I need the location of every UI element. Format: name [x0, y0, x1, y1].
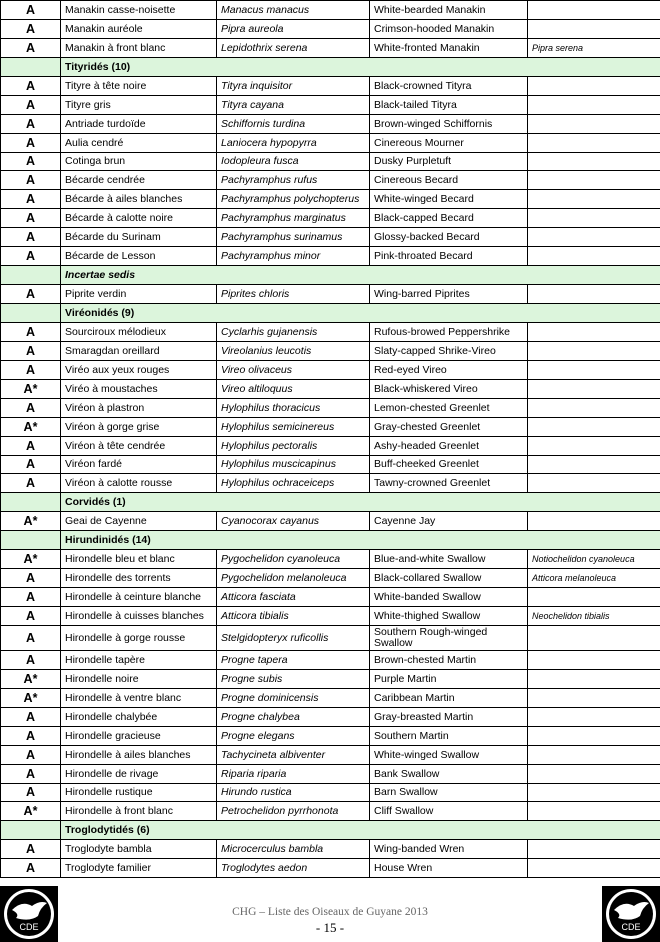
status-code: A — [1, 133, 61, 152]
english-name: White-bearded Manakin — [370, 1, 528, 20]
taxonomic-note — [528, 764, 660, 783]
french-name: Manakin auréole — [61, 19, 217, 38]
species-row — [1, 1, 660, 20]
family-name — [61, 57, 660, 76]
status-code: A — [1, 764, 61, 783]
french-name: Hirondelle de rivage — [61, 764, 217, 783]
french-name: Viréo à moustaches — [61, 379, 217, 398]
french-name: Hirondelle à gorge rousse — [61, 625, 217, 650]
scientific-name: Hirundo rustica — [217, 783, 370, 802]
english-name: White-winged Swallow — [370, 745, 528, 764]
species-row — [1, 209, 660, 228]
taxonomic-note — [528, 322, 660, 341]
species-row — [1, 379, 660, 398]
scientific-name: Hylophilus muscicapinus — [217, 455, 370, 474]
scientific-name: Laniocera hypopyrra — [217, 133, 370, 152]
status-code: A — [1, 19, 61, 38]
french-name: Bécarde à ailes blanches — [61, 190, 217, 209]
species-row — [1, 95, 660, 114]
taxonomic-note — [528, 783, 660, 802]
english-name: Glossy-backed Becard — [370, 228, 528, 247]
french-name: Hirondelle bleu et blanc — [61, 550, 217, 569]
english-name: Blue-and-white Swallow — [370, 550, 528, 569]
scientific-name: Pachyramphus marginatus — [217, 209, 370, 228]
scientific-name: Cyclarhis gujanensis — [217, 322, 370, 341]
scientific-name: Lepidothrix serena — [217, 38, 370, 57]
scientific-name: Vireolanius leucotis — [217, 341, 370, 360]
status-code: A* — [1, 379, 61, 398]
species-row — [1, 417, 660, 436]
english-name: Tawny-crowned Greenlet — [370, 474, 528, 493]
status-code: A* — [1, 688, 61, 707]
status-code: A — [1, 190, 61, 209]
status-code: A — [1, 38, 61, 57]
species-row — [1, 38, 660, 57]
taxonomic-note — [528, 228, 660, 247]
species-row — [1, 783, 660, 802]
scientific-name: Pipra aureola — [217, 19, 370, 38]
english-name: Ashy-headed Greenlet — [370, 436, 528, 455]
species-row — [1, 474, 660, 493]
french-name: Hirondelle à ceinture blanche — [61, 588, 217, 607]
status-code: A — [1, 1, 61, 20]
scientific-name: Hylophilus pectoralis — [217, 436, 370, 455]
family-label: Hirundinidés (14) — [65, 534, 151, 547]
status-code: A — [1, 726, 61, 745]
french-name: Tityre à tête noire — [61, 76, 217, 95]
french-name: Piprite verdin — [61, 285, 217, 304]
french-name: Hirondelle noire — [61, 669, 217, 688]
family-status-cell — [1, 493, 61, 512]
english-name: White-fronted Manakin — [370, 38, 528, 57]
english-name: Cinereous Becard — [370, 171, 528, 190]
species-row — [1, 726, 660, 745]
taxonomic-note — [528, 455, 660, 474]
english-name: Caribbean Martin — [370, 688, 528, 707]
status-code: A — [1, 840, 61, 859]
scientific-name: Petrochelidon pyrrhonota — [217, 802, 370, 821]
scientific-name: Schiffornis turdina — [217, 114, 370, 133]
english-name: Black-tailed Tityra — [370, 95, 528, 114]
french-name: Troglodyte bambla — [61, 840, 217, 859]
status-code: A* — [1, 802, 61, 821]
status-code: A — [1, 745, 61, 764]
scientific-name: Cyanocorax cayanus — [217, 512, 370, 531]
status-code: A — [1, 650, 61, 669]
family-status-cell — [1, 266, 61, 285]
family-header-row — [1, 57, 660, 76]
taxonomic-note: Pipra serena — [528, 38, 660, 57]
taxonomic-note — [528, 688, 660, 707]
english-name: Wing-banded Wren — [370, 840, 528, 859]
taxonomic-note — [528, 209, 660, 228]
english-name: Crimson-hooded Manakin — [370, 19, 528, 38]
species-row — [1, 171, 660, 190]
taxonomic-note — [528, 379, 660, 398]
french-name: Hirondelle rustique — [61, 783, 217, 802]
species-row — [1, 228, 660, 247]
scientific-name: Hylophilus thoracicus — [217, 398, 370, 417]
scientific-name: Riparia riparia — [217, 764, 370, 783]
family-name — [61, 531, 660, 550]
scientific-name: Progne dominicensis — [217, 688, 370, 707]
french-name: Viréon à tête cendrée — [61, 436, 217, 455]
species-row — [1, 764, 660, 783]
english-name: Bank Swallow — [370, 764, 528, 783]
french-name: Manakin à front blanc — [61, 38, 217, 57]
family-label: Corvidés (1) — [65, 496, 126, 509]
family-status-cell — [1, 531, 61, 550]
french-name: Hirondelle à front blanc — [61, 802, 217, 821]
family-label: Tityridés (10) — [65, 60, 131, 73]
scientific-name: Pygochelidon melanoleuca — [217, 569, 370, 588]
taxonomic-note — [528, 745, 660, 764]
family-name — [61, 493, 660, 512]
french-name: Bécarde de Lesson — [61, 247, 217, 266]
english-name: Dusky Purpletuft — [370, 152, 528, 171]
french-name: Hirondelle gracieuse — [61, 726, 217, 745]
status-code: A — [1, 569, 61, 588]
english-name: Rufous-browed Peppershrike — [370, 322, 528, 341]
taxonomic-note — [528, 512, 660, 531]
taxonomic-note — [528, 588, 660, 607]
status-code: A — [1, 474, 61, 493]
scientific-name: Tachycineta albiventer — [217, 745, 370, 764]
status-code: A — [1, 783, 61, 802]
species-row — [1, 588, 660, 607]
species-row — [1, 745, 660, 764]
french-name: Viréon à calotte rousse — [61, 474, 217, 493]
french-name: Tityre gris — [61, 95, 217, 114]
status-code: A — [1, 398, 61, 417]
family-header-row — [1, 531, 660, 550]
taxonomic-note — [528, 114, 660, 133]
french-name: Viréon à plastron — [61, 398, 217, 417]
taxonomic-note — [528, 190, 660, 209]
species-row — [1, 341, 660, 360]
french-name: Hirondelle tapère — [61, 650, 217, 669]
french-name: Bécarde cendrée — [61, 171, 217, 190]
french-name: Sourciroux mélodieux — [61, 322, 217, 341]
french-name: Troglodyte familier — [61, 859, 217, 878]
status-code: A — [1, 247, 61, 266]
scientific-name: Pygochelidon cyanoleuca — [217, 550, 370, 569]
footer-title: CHG – Liste des Oiseaux de Guyane 2013 — [232, 906, 428, 918]
taxonomic-note — [528, 398, 660, 417]
scientific-name: Progne chalybea — [217, 707, 370, 726]
scientific-name: Atticora tibialis — [217, 607, 370, 626]
species-row — [1, 133, 660, 152]
family-label: Troglodytidés (6) — [65, 824, 150, 837]
species-row — [1, 285, 660, 304]
scientific-name: Progne elegans — [217, 726, 370, 745]
english-name: Buff-cheeked Greenlet — [370, 455, 528, 474]
status-code: A* — [1, 417, 61, 436]
french-name: Viréo aux yeux rouges — [61, 360, 217, 379]
scientific-name: Pachyramphus rufus — [217, 171, 370, 190]
scientific-name: Progne tapera — [217, 650, 370, 669]
french-name: Geai de Cayenne — [61, 512, 217, 531]
scientific-name: Troglodytes aedon — [217, 859, 370, 878]
english-name: Brown-winged Schiffornis — [370, 114, 528, 133]
species-row — [1, 322, 660, 341]
species-row — [1, 707, 660, 726]
taxonomic-note — [528, 341, 660, 360]
english-name: Gray-breasted Martin — [370, 707, 528, 726]
english-name: Southern Rough-winged Swallow — [370, 625, 528, 650]
french-name: Hirondelle chalybée — [61, 707, 217, 726]
scientific-name: Vireo altiloquus — [217, 379, 370, 398]
family-status-cell — [1, 304, 61, 323]
family-header-row — [1, 304, 660, 323]
english-name: White-winged Becard — [370, 190, 528, 209]
taxonomic-note: Neochelidon tibialis — [528, 607, 660, 626]
scientific-name: Stelgidopteryx ruficollis — [217, 625, 370, 650]
species-row — [1, 247, 660, 266]
species-row — [1, 455, 660, 474]
status-code: A — [1, 285, 61, 304]
logo-text: CDE — [621, 922, 641, 932]
english-name: Pink-throated Becard — [370, 247, 528, 266]
status-code: A* — [1, 512, 61, 531]
french-name: Hirondelle à ailes blanches — [61, 745, 217, 764]
english-name: Brown-chested Martin — [370, 650, 528, 669]
french-name: Hirondelle à ventre blanc — [61, 688, 217, 707]
status-code: A — [1, 360, 61, 379]
taxonomic-note — [528, 802, 660, 821]
taxonomic-note — [528, 76, 660, 95]
taxonomic-note: Notiochelidon cyanoleuca — [528, 550, 660, 569]
species-row — [1, 360, 660, 379]
species-row — [1, 669, 660, 688]
status-code: A — [1, 455, 61, 474]
status-code: A — [1, 707, 61, 726]
english-name: Cinereous Mourner — [370, 133, 528, 152]
species-row — [1, 398, 660, 417]
species-row — [1, 436, 660, 455]
scientific-name: Hylophilus semicinereus — [217, 417, 370, 436]
status-code: A — [1, 436, 61, 455]
species-row — [1, 550, 660, 569]
scientific-name: Hylophilus ochraceiceps — [217, 474, 370, 493]
taxonomic-note — [528, 436, 660, 455]
species-row — [1, 114, 660, 133]
english-name: House Wren — [370, 859, 528, 878]
status-code: A — [1, 341, 61, 360]
taxonomic-note — [528, 417, 660, 436]
taxonomic-note — [528, 133, 660, 152]
english-name: Black-collared Swallow — [370, 569, 528, 588]
english-name: Red-eyed Vireo — [370, 360, 528, 379]
taxonomic-note — [528, 247, 660, 266]
french-name: Cotinga brun — [61, 152, 217, 171]
species-row — [1, 152, 660, 171]
status-code: A — [1, 114, 61, 133]
taxonomic-note — [528, 95, 660, 114]
english-name: Wing-barred Piprites — [370, 285, 528, 304]
family-header-row — [1, 493, 660, 512]
status-code: A — [1, 228, 61, 247]
family-header-row — [1, 266, 660, 285]
scientific-name: Manacus manacus — [217, 1, 370, 20]
family-header-row — [1, 821, 660, 840]
taxonomic-note — [528, 171, 660, 190]
taxonomic-note — [528, 1, 660, 20]
logo-text: CDE — [19, 922, 39, 932]
english-name: Cayenne Jay — [370, 512, 528, 531]
french-name: Antriade turdoïde — [61, 114, 217, 133]
species-row — [1, 802, 660, 821]
status-code: A — [1, 607, 61, 626]
scientific-name: Vireo olivaceus — [217, 360, 370, 379]
species-row — [1, 512, 660, 531]
scientific-name: Pachyramphus minor — [217, 247, 370, 266]
taxonomic-note — [528, 474, 660, 493]
taxonomic-note — [528, 625, 660, 650]
status-code: A — [1, 209, 61, 228]
taxonomic-note — [528, 840, 660, 859]
taxonomic-note — [528, 19, 660, 38]
species-row — [1, 625, 660, 650]
english-name: Southern Martin — [370, 726, 528, 745]
species-row — [1, 840, 660, 859]
status-code: A — [1, 322, 61, 341]
family-name — [61, 304, 660, 323]
status-code: A* — [1, 669, 61, 688]
taxonomic-note — [528, 285, 660, 304]
status-code: A — [1, 625, 61, 650]
family-status-cell — [1, 57, 61, 76]
status-code: A — [1, 95, 61, 114]
french-name: Bécarde à calotte noire — [61, 209, 217, 228]
english-name: Purple Martin — [370, 669, 528, 688]
family-name — [61, 821, 660, 840]
english-name: White-thighed Swallow — [370, 607, 528, 626]
english-name: White-banded Swallow — [370, 588, 528, 607]
scientific-name: Atticora fasciata — [217, 588, 370, 607]
english-name: Cliff Swallow — [370, 802, 528, 821]
scientific-name: Iodopleura fusca — [217, 152, 370, 171]
taxonomic-note — [528, 669, 660, 688]
status-code: A — [1, 859, 61, 878]
taxonomic-note — [528, 360, 660, 379]
french-name: Smaragdan oreillard — [61, 341, 217, 360]
french-name: Manakin casse-noisette — [61, 1, 217, 20]
scientific-name: Pachyramphus polychopterus — [217, 190, 370, 209]
status-code: A — [1, 152, 61, 171]
family-name — [61, 266, 660, 285]
taxonomic-note — [528, 726, 660, 745]
status-code: A — [1, 588, 61, 607]
species-row — [1, 650, 660, 669]
page-number: - 15 - — [315, 920, 345, 935]
french-name: Viréon à gorge grise — [61, 417, 217, 436]
taxonomic-note — [528, 707, 660, 726]
taxonomic-note: Atticora melanoleuca — [528, 569, 660, 588]
species-row — [1, 607, 660, 626]
species-row — [1, 190, 660, 209]
status-code: A — [1, 76, 61, 95]
english-name: Black-crowned Tityra — [370, 76, 528, 95]
scientific-name: Tityra inquisitor — [217, 76, 370, 95]
scientific-name: Pachyramphus surinamus — [217, 228, 370, 247]
family-status-cell — [1, 821, 61, 840]
french-name: Hirondelle à cuisses blanches — [61, 607, 217, 626]
english-name: Gray-chested Greenlet — [370, 417, 528, 436]
scientific-name: Piprites chloris — [217, 285, 370, 304]
scientific-name: Tityra cayana — [217, 95, 370, 114]
english-name: Lemon-chested Greenlet — [370, 398, 528, 417]
family-label: Viréonidés (9) — [65, 306, 135, 319]
species-row — [1, 688, 660, 707]
french-name: Hirondelle des torrents — [61, 569, 217, 588]
species-row — [1, 19, 660, 38]
taxonomic-note — [528, 650, 660, 669]
french-name: Aulia cendré — [61, 133, 217, 152]
french-name: Viréon fardé — [61, 455, 217, 474]
english-name: Black-whiskered Vireo — [370, 379, 528, 398]
scientific-name: Progne subis — [217, 669, 370, 688]
taxonomic-note — [528, 152, 660, 171]
english-name: Black-capped Becard — [370, 209, 528, 228]
french-name: Bécarde du Surinam — [61, 228, 217, 247]
family-label: Incertae sedis — [65, 269, 136, 282]
species-row — [1, 859, 660, 878]
taxonomic-note — [528, 859, 660, 878]
scientific-name: Microcerculus bambla — [217, 840, 370, 859]
species-row — [1, 76, 660, 95]
species-row — [1, 569, 660, 588]
english-name: Barn Swallow — [370, 783, 528, 802]
english-name: Slaty-capped Shrike-Vireo — [370, 341, 528, 360]
status-code: A* — [1, 550, 61, 569]
status-code: A — [1, 171, 61, 190]
